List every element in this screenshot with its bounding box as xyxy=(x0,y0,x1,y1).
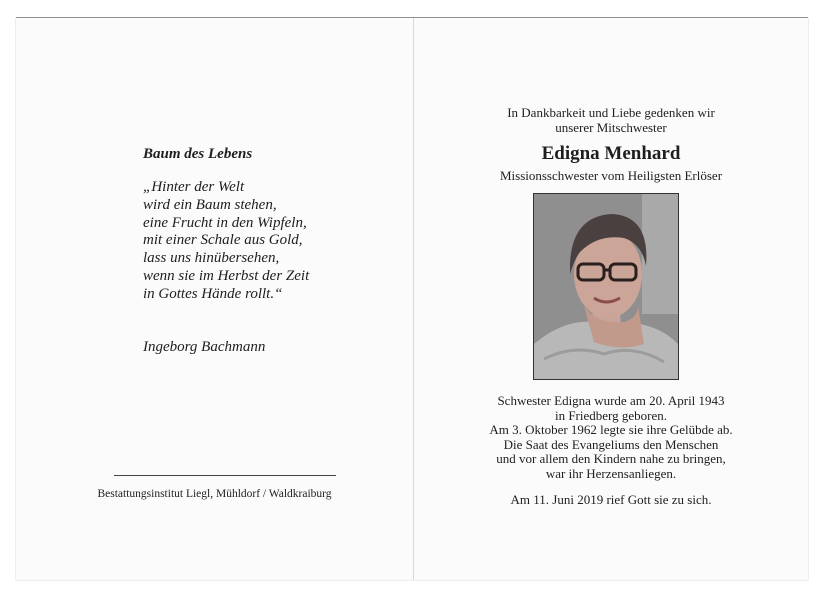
order-name: Missionsschwester vom Heiligsten Erlöser xyxy=(499,168,723,183)
poem-line: „Hinter der Welt xyxy=(143,179,245,195)
biography-line: Die Saat des Evangeliums den Menschen xyxy=(503,436,719,452)
poem-line: in Gottes Hände rollt.“ xyxy=(143,285,283,302)
deceased-name: Edigna Menhard xyxy=(541,143,681,164)
poem-author: Ingeborg Bachmann xyxy=(143,339,266,355)
biography-line: Am 3. Oktober 1962 legte sie ihre Gelübde ab. xyxy=(489,422,733,438)
portrait-illustration xyxy=(534,194,678,379)
biography-line: war ihr Herzensanliegen. xyxy=(545,465,677,481)
poem-line: wenn sie im Herbst der Zeit xyxy=(143,267,310,284)
poem-title: Baum des Lebens xyxy=(143,146,253,162)
dedication-line: unserer Mitschwester xyxy=(555,119,667,135)
biography-line: und vor allem den Kindern nahe zu bringen, xyxy=(496,451,726,467)
dedication xyxy=(414,106,808,135)
poem-line: wird ein Baum stehen, xyxy=(143,196,277,213)
poem-line: eine Frucht in den Wipfeln, xyxy=(143,214,307,231)
portrait-photo xyxy=(533,193,679,380)
biography-line: Schwester Edigna wurde am 20. April 1943 xyxy=(497,393,725,408)
death-notice: Am 11. Juni 2019 rief Gott sie zu sich. xyxy=(510,492,712,507)
biography-line: in Friedberg geboren. xyxy=(554,407,668,423)
dedication-line: In Dankbarkeit und Liebe gedenken wir xyxy=(507,105,715,120)
right-page xyxy=(414,18,808,580)
poem-line: lass uns hinübersehen, xyxy=(143,250,280,267)
left-page xyxy=(16,18,413,580)
poem-line: mit einer Schale aus Gold, xyxy=(143,232,303,249)
funeral-home-credit: Bestattungsinstitut Liegl, Mühldorf / Waldkraiburg xyxy=(97,488,332,500)
footer-divider xyxy=(114,475,336,476)
poem xyxy=(143,179,309,304)
biography xyxy=(414,394,808,482)
